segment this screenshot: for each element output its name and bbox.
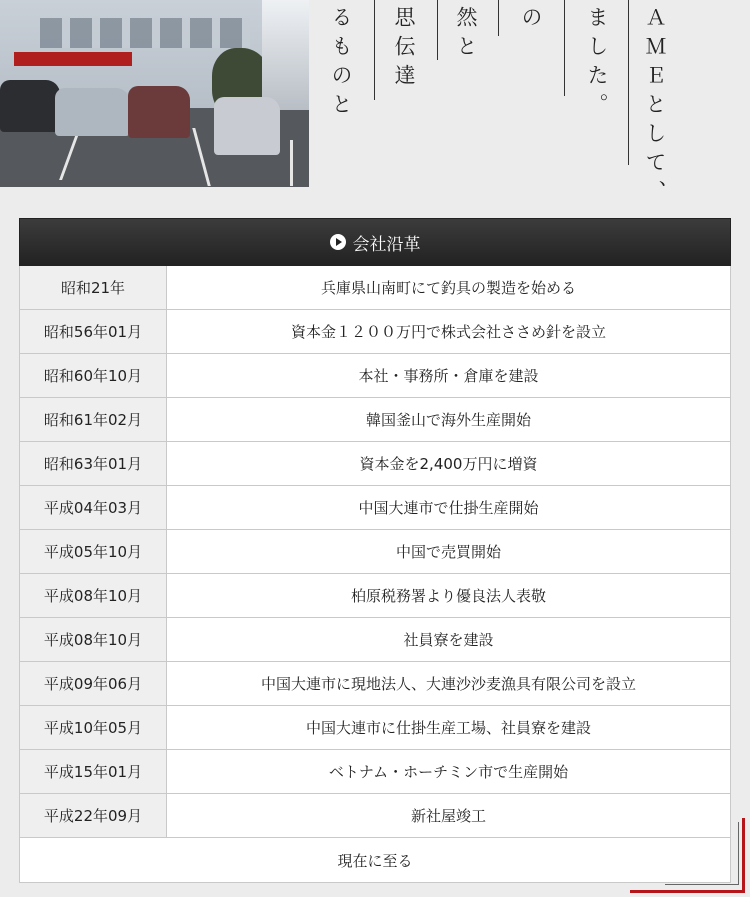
table-row [19, 750, 731, 794]
history-footer-text: 現在に至る [337, 851, 413, 870]
history-date: 平成08年10月 [20, 574, 167, 617]
history-date: 平成05年10月 [20, 530, 167, 573]
vertical-text-col2: ました。 [585, 6, 609, 122]
history-date: 昭和63年01月 [20, 442, 167, 485]
history-event: 中国大連市に現地法人、大連沙沙麦漁具有限公司を設立 [260, 675, 636, 693]
history-date: 平成08年10月 [20, 618, 167, 661]
divider [437, 0, 438, 60]
table-row [19, 706, 731, 750]
decorative-corner-line [630, 890, 745, 893]
vertical-text-col6: るものと [329, 6, 353, 122]
history-event: 資本金を2,400万円に増資 [359, 455, 538, 473]
history-event: 柏原税務署より優良法人表敬 [350, 587, 546, 605]
divider [564, 0, 565, 96]
history-footer-row [19, 838, 731, 883]
table-row [19, 794, 731, 838]
decorative-corner-line [742, 818, 745, 893]
history-event: 韓国釜山で海外生産開始 [365, 411, 531, 429]
history-event: 社員寮を建設 [403, 631, 494, 649]
table-row [19, 618, 731, 662]
table-row [19, 662, 731, 706]
table-row [19, 486, 731, 530]
history-date: 平成09年06月 [20, 662, 167, 705]
table-row [19, 442, 731, 486]
history-event: 中国で売買開始 [395, 543, 501, 561]
vertical-text-col3: の [519, 6, 543, 35]
history-date: 平成10年05月 [20, 706, 167, 749]
history-date: 昭和60年10月 [20, 354, 167, 397]
history-date: 昭和21年 [20, 266, 167, 309]
play-circle-icon [330, 234, 346, 250]
table-row [19, 266, 731, 310]
history-title: 会社沿革 [352, 234, 421, 255]
table-row [19, 530, 731, 574]
history-event: 兵庫県山南町にて釣具の製造を始める [320, 279, 576, 297]
table-row [19, 310, 731, 354]
table-row [19, 574, 731, 618]
history-header [19, 218, 731, 266]
history-date: 平成22年09月 [20, 794, 167, 837]
divider [498, 0, 499, 36]
company-history-table [19, 218, 731, 883]
history-date: 昭和61年02月 [20, 398, 167, 441]
history-event: 資本金１２００万円で株式会社ささめ針を設立 [290, 323, 606, 341]
history-event: 新社屋竣工 [410, 807, 486, 825]
history-event: 中国大連市に仕掛生産工場、社員寮を建設 [305, 719, 591, 737]
vertical-text-col4: 然と [454, 6, 478, 64]
table-row [19, 354, 731, 398]
history-date: 昭和56年01月 [20, 310, 167, 353]
company-building-photo [0, 0, 309, 187]
vertical-text-col5: 思伝達 [392, 6, 416, 93]
history-event: 中国大連市で仕掛生産開始 [358, 499, 539, 517]
history-date: 平成15年01月 [20, 750, 167, 793]
history-date: 平成04年03月 [20, 486, 167, 529]
table-row [19, 398, 731, 442]
divider [374, 0, 375, 100]
divider [628, 0, 629, 165]
history-event: 本社・事務所・倉庫を建設 [358, 367, 539, 385]
history-event: ベトナム・ホーチミン市で生産開始 [328, 763, 569, 781]
vertical-text-col1: ＡＭＥとして、 [643, 6, 667, 209]
